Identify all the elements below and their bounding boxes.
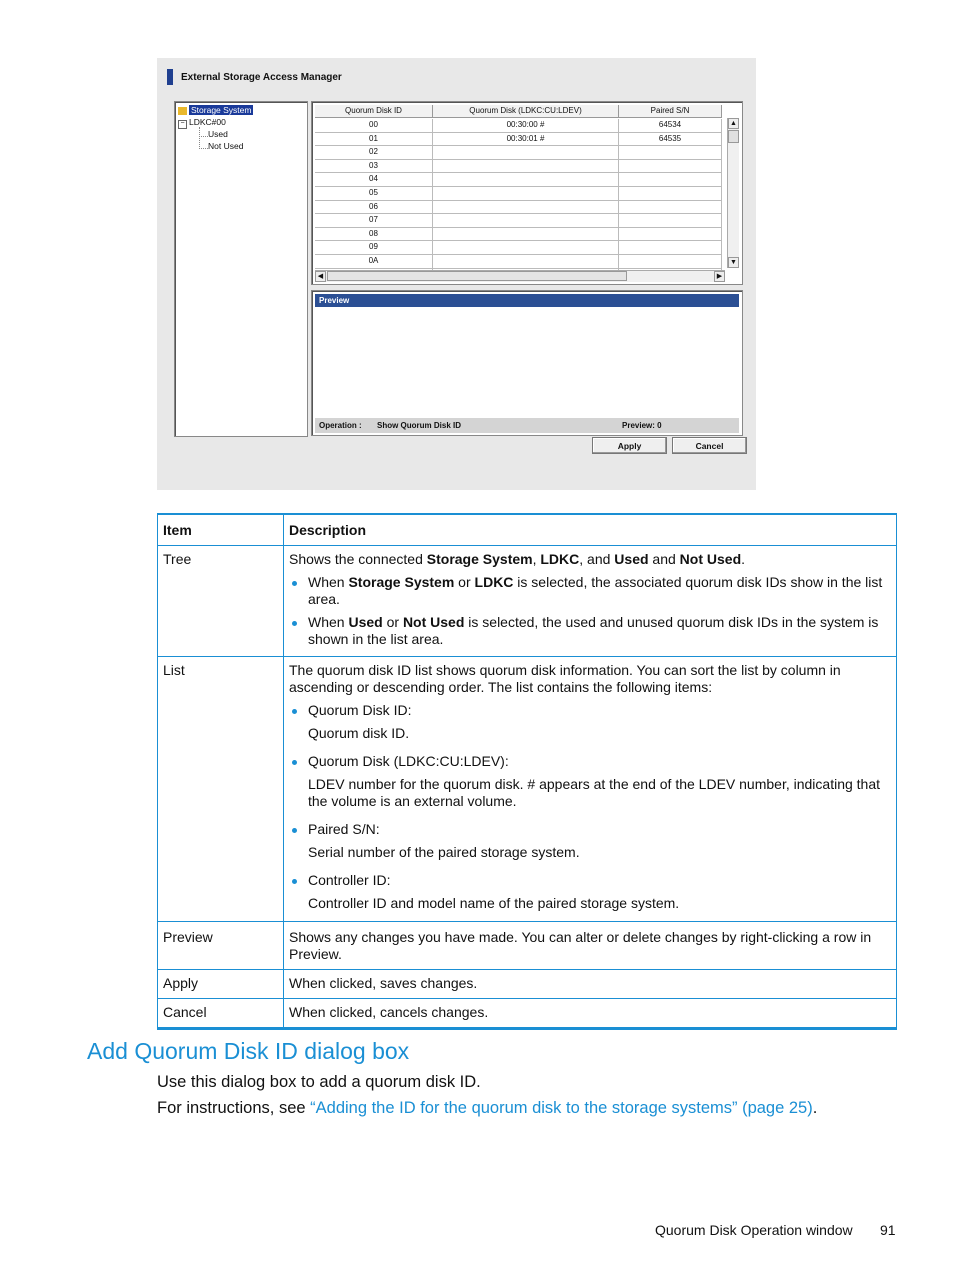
row-item-list: List (158, 657, 284, 922)
list-header (315, 105, 722, 118)
cell-quorum-disk-id: 06 (315, 201, 433, 214)
footer-section-name: Quorum Disk Operation window (655, 1222, 853, 1238)
tree-panel (174, 101, 308, 437)
operation-value: Show Quorum Disk ID (377, 421, 462, 430)
table-row (158, 970, 897, 999)
preview-title: Preview (315, 294, 739, 307)
cancel-button[interactable]: Cancel (672, 437, 747, 454)
table-row[interactable] (315, 241, 722, 255)
cell-paired-sn (619, 160, 722, 173)
cell-quorum-disk-id: 01 (315, 133, 433, 146)
cell-paired-sn (619, 201, 722, 214)
cell-quorum-disk: 00:30:00 # (433, 119, 619, 132)
scroll-left-icon[interactable]: ◀ (315, 271, 326, 282)
cell-quorum-disk (433, 146, 619, 159)
table-row (158, 922, 897, 970)
cell-quorum-disk (433, 187, 619, 200)
tree-node-storage-system[interactable]: Storage System (178, 105, 253, 115)
page-number: 91 (880, 1222, 896, 1238)
row-desc-preview: Shows any changes you have made. You can alter or delete changes by right-clicking a row in Preview. (284, 922, 897, 970)
table-row[interactable] (315, 160, 722, 174)
table-row[interactable] (315, 133, 722, 147)
cell-paired-sn: 64535 (619, 133, 722, 146)
header-description: Description (284, 514, 897, 546)
vertical-scrollbar[interactable] (727, 118, 739, 268)
table-row[interactable] (315, 228, 722, 242)
column-header-paired-sn[interactable]: Paired S/N (619, 105, 722, 118)
cell-quorum-disk-id: 02 (315, 146, 433, 159)
apply-button[interactable]: Apply (592, 437, 667, 454)
row-desc-cancel: When clicked, cancels changes. (284, 999, 897, 1029)
table-row[interactable] (315, 255, 722, 269)
list-desc-items (289, 702, 891, 912)
row-item-apply: Apply (158, 970, 284, 999)
folder-icon (178, 107, 187, 115)
cell-quorum-disk-id: 09 (315, 241, 433, 254)
dialog-screenshot (157, 58, 756, 490)
cell-paired-sn (619, 255, 722, 268)
table-row[interactable] (315, 214, 722, 228)
cell-paired-sn (619, 146, 722, 159)
list-item: Controller ID: Controller ID and model name of the paired storage system. (289, 872, 891, 912)
scroll-up-icon[interactable]: ▲ (728, 118, 739, 129)
scroll-right-icon[interactable]: ▶ (714, 271, 725, 282)
list-rows (315, 119, 722, 282)
cell-quorum-disk-id: 07 (315, 214, 433, 227)
row-desc-list (284, 657, 897, 922)
table-header-row (158, 514, 897, 546)
cell-quorum-disk-id: 04 (315, 173, 433, 186)
scroll-thumb[interactable] (728, 130, 739, 143)
column-header-quorum-disk-id[interactable]: Quorum Disk ID (315, 105, 433, 118)
instructions-link[interactable]: “Adding the ID for the quorum disk to the storage systems” (page 25) (310, 1099, 813, 1117)
table-row (158, 657, 897, 922)
table-row[interactable] (315, 119, 722, 133)
cell-paired-sn (619, 241, 722, 254)
scroll-down-icon[interactable]: ▼ (728, 257, 739, 268)
row-item-cancel: Cancel (158, 999, 284, 1029)
tree-node-ldkc[interactable]: − LDKC#00 (178, 117, 226, 129)
table-row (158, 546, 897, 657)
list-item: When Storage System or LDKC is selected, the associated quorum disk IDs show in the list area. (289, 574, 891, 608)
tree-desc-list (289, 574, 891, 648)
cell-quorum-disk (433, 241, 619, 254)
cell-quorum-disk-id: 0A (315, 255, 433, 268)
window-title: External Storage Access Manager (167, 68, 342, 86)
preview-count: Preview: 0 (622, 421, 662, 430)
quorum-disk-list (311, 101, 743, 285)
row-item-tree: Tree (158, 546, 284, 657)
table-row[interactable] (315, 173, 722, 187)
list-desc-intro: The quorum disk ID list shows quorum disk information. You can sort the list by column in ascending or descending order. The list contains the following items: (289, 662, 841, 695)
operation-label: Operation : (319, 421, 362, 430)
list-item: Paired S/N: Serial number of the paired storage system. (289, 821, 891, 861)
cell-quorum-disk-id: 08 (315, 228, 433, 241)
section-line-1: Use this dialog box to add a quorum disk ID. (157, 1073, 481, 1091)
row-desc-tree (284, 546, 897, 657)
cell-paired-sn (619, 187, 722, 200)
table-row[interactable] (315, 146, 722, 160)
cell-quorum-disk (433, 228, 619, 241)
cell-quorum-disk (433, 214, 619, 227)
cell-quorum-disk (433, 173, 619, 186)
preview-panel (311, 290, 743, 436)
table-row[interactable] (315, 187, 722, 201)
cell-quorum-disk (433, 201, 619, 214)
table-row[interactable] (315, 201, 722, 215)
cell-paired-sn (619, 173, 722, 186)
row-desc-apply: When clicked, saves changes. (284, 970, 897, 999)
scroll-thumb[interactable] (327, 271, 627, 281)
title-accent-bar (167, 69, 173, 85)
header-item: Item (158, 514, 284, 546)
cell-quorum-disk-id: 00 (315, 119, 433, 132)
section-heading: Add Quorum Disk ID dialog box (87, 1038, 410, 1064)
cell-quorum-disk: 00:30:01 # (433, 133, 619, 146)
cell-paired-sn: 64534 (619, 119, 722, 132)
tree-node-not-used[interactable]: Not Used (208, 141, 244, 151)
horizontal-scrollbar[interactable] (315, 270, 725, 282)
cell-paired-sn (619, 228, 722, 241)
cell-quorum-disk (433, 255, 619, 268)
cell-paired-sn (619, 214, 722, 227)
collapse-icon[interactable]: − (178, 120, 187, 129)
column-header-quorum-disk[interactable]: Quorum Disk (LDKC:CU:LDEV) (433, 105, 619, 118)
tree-desc-text: Shows the connected Storage System, LDKC, and Used and Not Used. (289, 551, 746, 567)
cell-quorum-disk-id: 03 (315, 160, 433, 173)
cell-quorum-disk (433, 160, 619, 173)
operation-bar (315, 418, 739, 433)
list-item: Quorum Disk (LDKC:CU:LDEV): LDEV number for the quorum disk. # appears at the end of the LDEV number, indicating that the volume is an external volume. (289, 753, 891, 810)
list-item: Quorum Disk ID: Quorum disk ID. (289, 702, 891, 742)
tree-node-used[interactable]: Used (208, 129, 228, 139)
table-row (158, 999, 897, 1029)
list-item: When Used or Not Used is selected, the used and unused quorum disk IDs in the system is shown in the list area. (289, 614, 891, 648)
section-line-2: For instructions, see “Adding the ID for the quorum disk to the storage systems” (page 25). (157, 1099, 818, 1117)
cell-quorum-disk-id: 05 (315, 187, 433, 200)
tree-branch-line (199, 136, 208, 149)
row-item-preview: Preview (158, 922, 284, 970)
item-description-table (157, 513, 897, 1030)
